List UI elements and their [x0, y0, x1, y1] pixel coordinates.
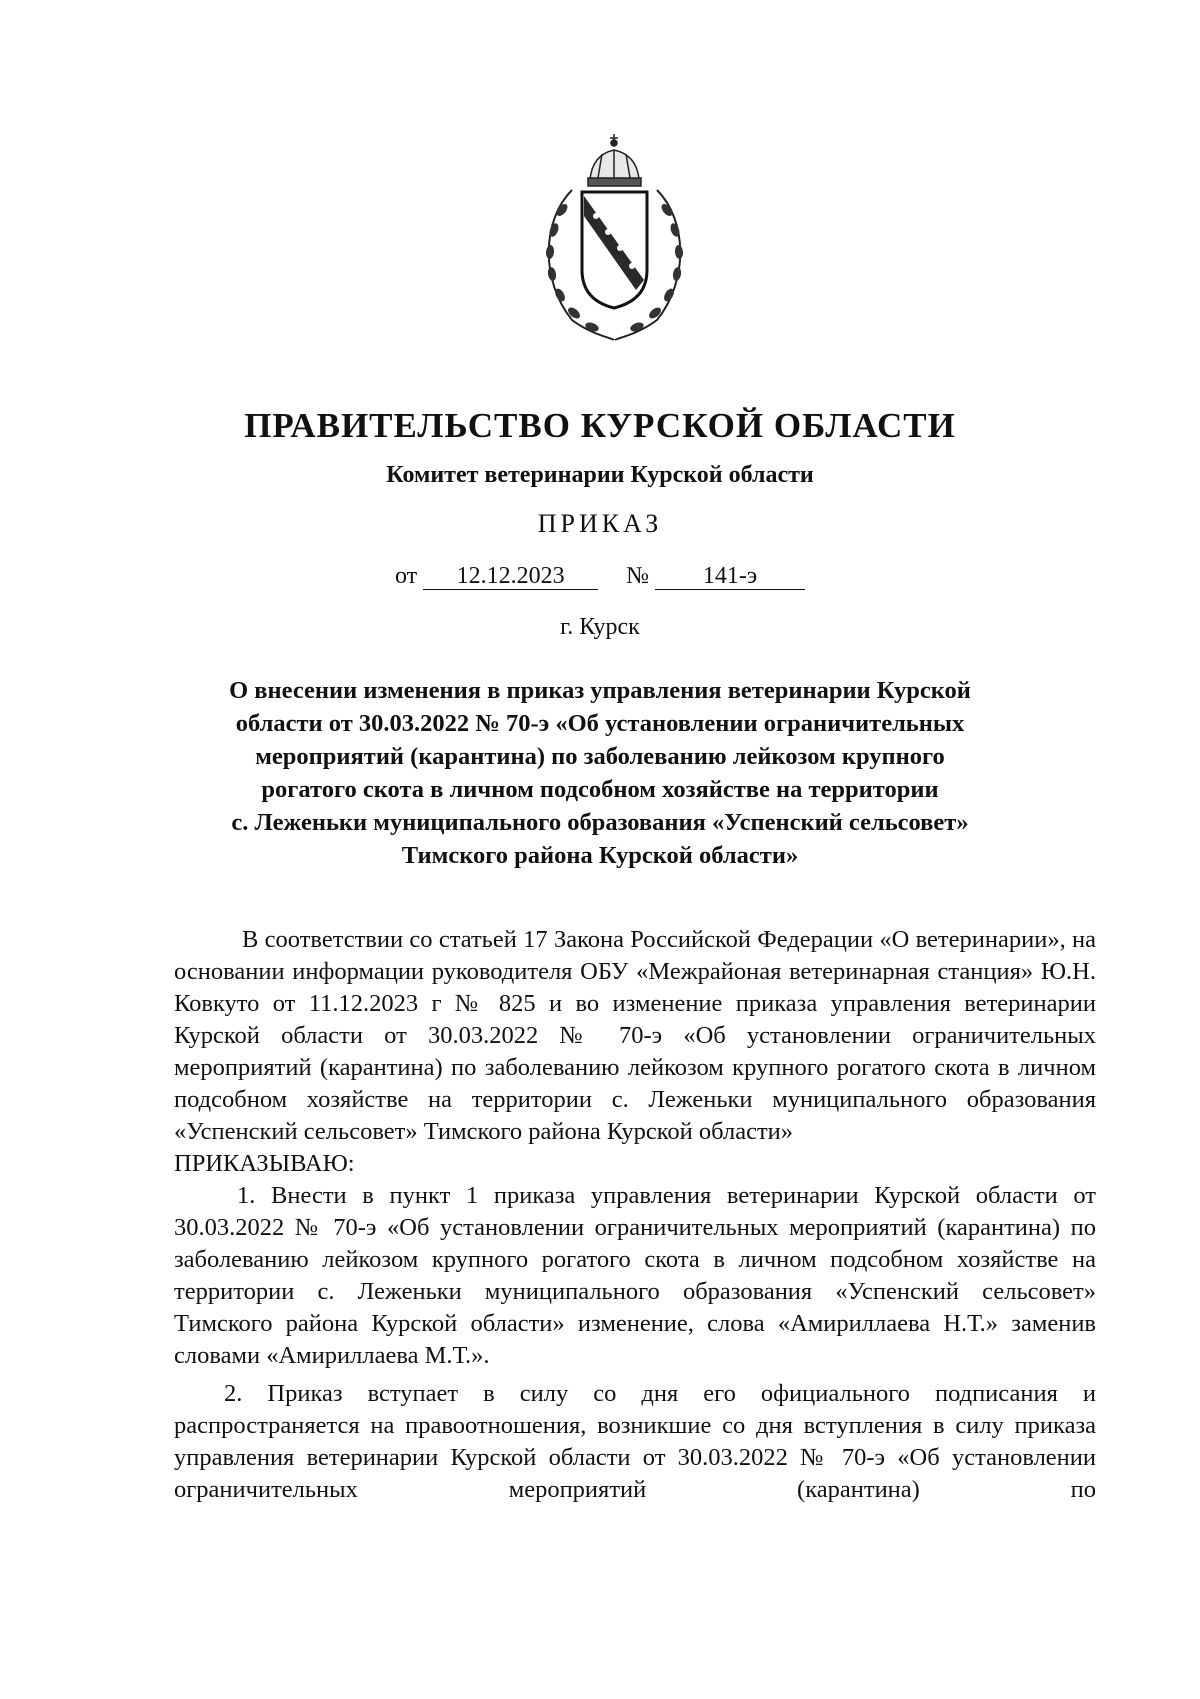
subject-line: рогатого скота в личном подсобном хозяйстве на территории: [261, 776, 939, 803]
date-prefix: от: [394, 563, 418, 589]
number-sign: №: [626, 563, 650, 589]
organization-title: ПРАВИТЕЛЬСТВО КУРСКОЙ ОБЛАСТИ: [244, 406, 956, 445]
order-word: ПРИКАЗЫВАЮ:: [174, 1150, 355, 1177]
subject-line: с. Леженьки муниципального образования «Успенский сельсовет»: [231, 809, 969, 836]
subject-line: О внесении изменения в приказ управления ветеринарии Курской: [229, 677, 971, 704]
subject-line: области от 30.03.2022 № 70-э «Об установлении ограничительных: [235, 710, 965, 737]
document-subject: [180, 674, 1020, 872]
subject-line: мероприятий (карантина) по заболеванию лейкозом крупного: [255, 743, 945, 770]
order-item-2: 2. Приказ вступает в силу со дня его официального подписания и распространяется на правоотношения, возникшие со дня вступления в силу приказа управления ветеринарии Курской области от 30.03.2022 № 70-э «Об установлении ограничительных мероприятий (карантина) по: [174, 1380, 1096, 1503]
document-body: [174, 924, 1096, 1506]
preamble-paragraph: В соответствии со статьей 17 Закона Российской Федерации «О ветеринарии», на основании информации руководителя ОБУ «Межрайоная ветеринарная станция» Ю.Н. Ковкуто от 11.12.2023 г № 825 и во изменение приказа управления ветеринарии Курской области от 30.03.2022 № 70-э «Об установлении ограничительных мероприятий (карантина) по заболеванию лейкозом крупного рогатого скота в личном подсобном хозяйстве на территории с. Леженьки муниципального образования «Успенский сельсовет» Тимского района Курской области»: [174, 926, 1096, 1145]
kursk-oblast-coat-of-arms-icon: [532, 130, 697, 345]
order-item-1: 1. Внести в пункт 1 приказа управления ветеринарии Курской области от 30.03.2022 № 70-э «Об установлении ограничительных мероприятий (карантина) по заболеванию лейкозом крупного рогатого скота в личном подсобном хозяйстве на территории с. Леженьки муниципального образования «Успенский сельсовет» Тимского района Курской области» изменение, слова «Амириллаева Н.Т.» заменив словами «Амириллаева М.Т.».: [174, 1182, 1096, 1369]
document-date: 12.12.2023: [423, 563, 598, 590]
committee-name: Комитет ветеринарии Курской области: [386, 462, 814, 488]
city: г. Курск: [560, 614, 640, 640]
subject-line: Тимского района Курской области»: [401, 842, 799, 869]
date-number-line: [0, 563, 1200, 590]
document-number: 141-э: [655, 563, 805, 590]
document-type: ПРИКАЗ: [537, 509, 663, 538]
